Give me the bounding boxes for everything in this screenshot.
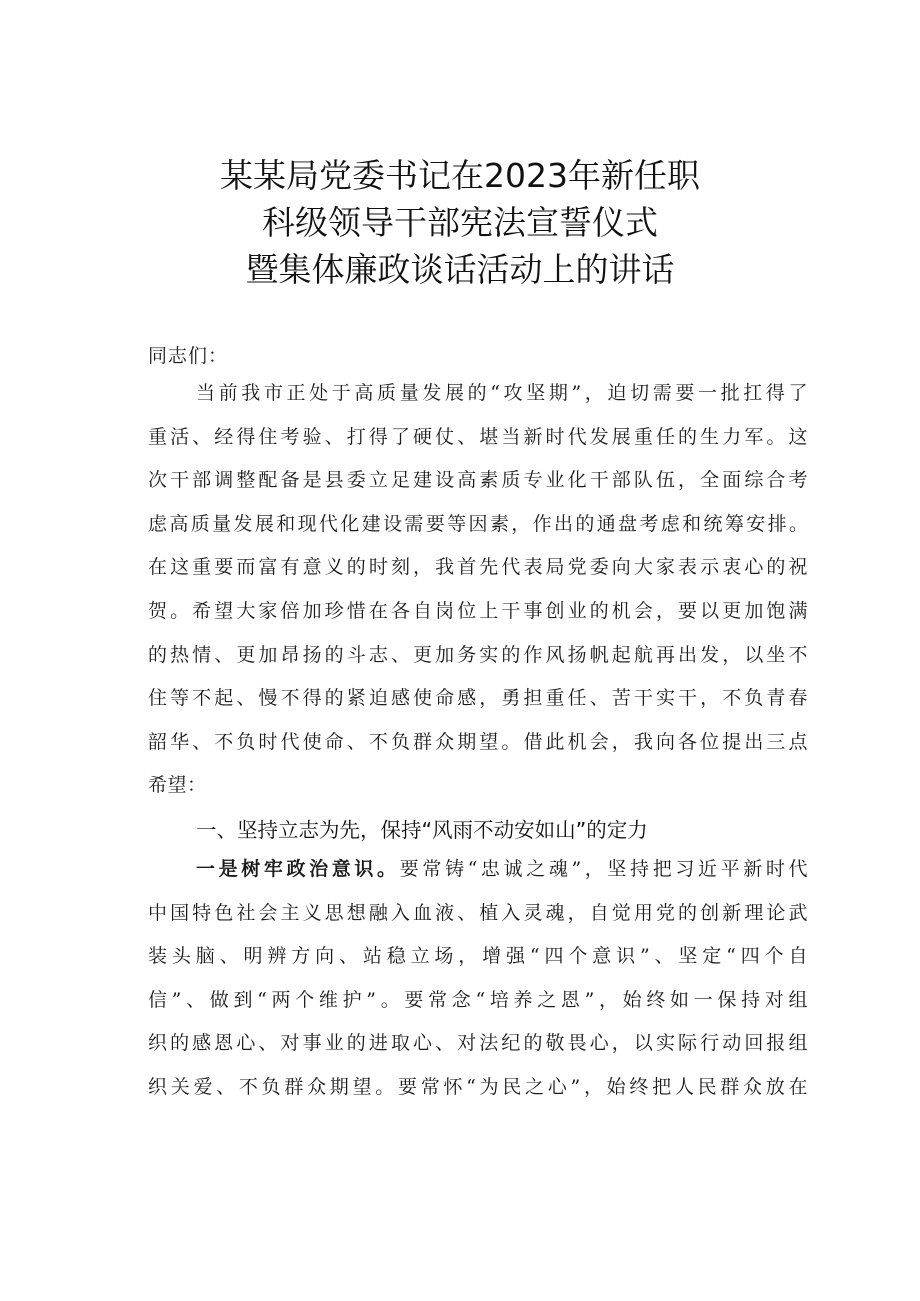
- intro-line-7: 的热情、更加昂扬的斗志、更加务实的作风扬帆起航再出发，以坐不: [148, 643, 808, 666]
- point-line-4: 信”、做到“两个维护”。要常念“培养之恩”，始终如一保持对组: [148, 988, 808, 1011]
- point-line-1: [148, 848, 808, 892]
- intro-line-5: 在这重要而富有意义的时刻，我首先代表局党委向大家表示衷心的祝: [148, 556, 808, 579]
- section-heading: 一、坚持立志为先，保持“风雨不动安如山”的定力: [196, 818, 648, 842]
- intro-line-9: 韶华、不负时代使命、不负群众期望。借此机会，我向各位提出三点: [148, 730, 808, 753]
- title-line-3: 暨集体廉政谈话活动上的讲话: [245, 250, 675, 289]
- intro-line-4: 虑高质量发展和现代化建设需要等因素，作出的通盘考虑和统筹安排。: [148, 512, 808, 535]
- intro-line-6: 贺。希望大家倍加珍惜在各自岗位上干事创业的机会，要以更加饱满: [148, 599, 808, 622]
- point-first-line-rest: 要常铸“忠诚之魂”，坚持把习近平新时代: [399, 858, 808, 880]
- point-paragraph: [148, 848, 808, 1110]
- intro-line-10: 希望：: [148, 774, 207, 797]
- title-line-1: 某某局党委书记在2023年新任职: [220, 156, 700, 195]
- intro-paragraph: [148, 372, 808, 808]
- point-line-6: 织关爱、不负群众期望。要常怀“为民之心”，始终把人民群众放在: [148, 1075, 808, 1098]
- salutation: 同志们：: [148, 345, 229, 367]
- title-line-2: 科级领导干部宪法宣誓仪式: [262, 203, 658, 242]
- intro-line-8: 住等不起、慢不得的紧迫感使命感，勇担重任、苦干实干，不负青春: [148, 687, 808, 710]
- point-lead: 一是树牢政治意识。: [196, 858, 400, 880]
- intro-line-3: 次干部调整配备是县委立足建设高素质专业化干部队伍，全面综合考: [148, 469, 808, 492]
- intro-line-2: 重活、经得住考验、打得了硬仗、堪当新时代发展重任的生力军。这: [148, 425, 808, 448]
- point-line-5: 织的感恩心、对事业的进取心、对法纪的敬畏心，以实际行动回报组: [148, 1032, 808, 1055]
- document-title: [100, 152, 820, 293]
- point-line-3: 装头脑、明辨方向、站稳立场，增强“四个意识”、坚定“四个自: [148, 945, 808, 968]
- point-line-2: 中国特色社会主义思想融入血液、植入灵魂，自觉用党的创新理论武: [148, 901, 808, 924]
- intro-line-1: 当前我市正处于高质量发展的“攻坚期”，迫切需要一批扛得了: [196, 382, 808, 404]
